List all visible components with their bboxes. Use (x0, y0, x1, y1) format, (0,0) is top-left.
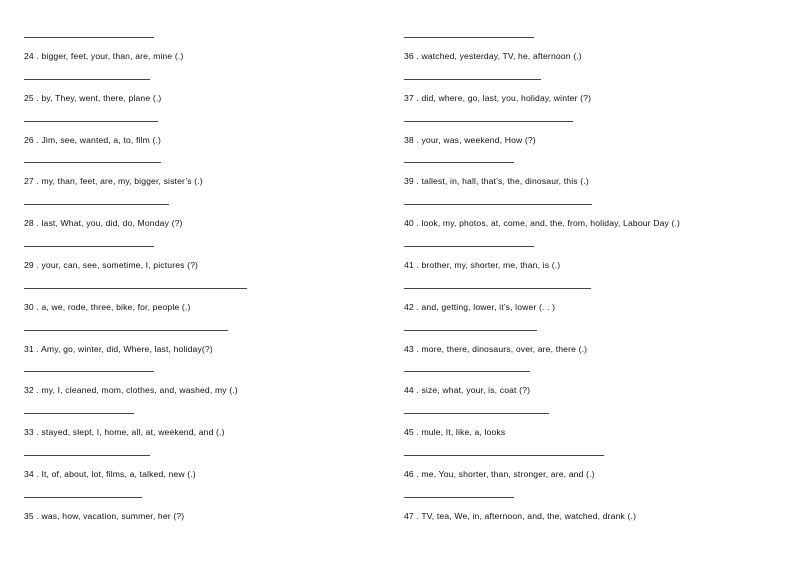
answer-line (24, 79, 150, 80)
answer-line (404, 371, 530, 372)
question-text: 34 . It, of, about, lot, films, a, talked, new (.) (24, 468, 196, 479)
right-column (404, 0, 774, 521)
answer-line (404, 413, 549, 414)
left-column (24, 0, 394, 521)
answer-line (24, 121, 158, 122)
answer-line (404, 121, 573, 122)
question-item (404, 293, 774, 354)
question-item (24, 460, 394, 521)
answer-line (24, 37, 154, 38)
question-text: 41 . brother, my, shorter, me, than, is (.) (404, 259, 561, 270)
question-item (24, 418, 394, 479)
question-item (404, 460, 774, 521)
question-item (24, 0, 394, 61)
answer-line (24, 455, 150, 456)
answer-line (24, 288, 247, 289)
answer-line (24, 497, 142, 498)
answer-line (24, 162, 161, 163)
question-text: 44 . size, what, your, is, coat (?) (404, 385, 531, 396)
question-text: 42 . and, getting, lower, it’s, lower (. . ) (404, 301, 556, 312)
question-item (404, 0, 774, 61)
question-text: 29 . your, can, see, sometime, I, pictures (?) (24, 259, 199, 270)
answer-line (404, 330, 537, 331)
answer-line (404, 288, 591, 289)
question-text: 30 . a, we, rode, three, bike, for, people (.) (24, 301, 191, 312)
question-item (404, 125, 774, 187)
question-text: 46 . me, You, shorter, than, stronger, are, and (.) (404, 468, 595, 479)
question-item (404, 251, 774, 312)
question-text: 28 . last, What, you, did, do, Monday (?) (24, 218, 183, 229)
question-item (24, 125, 394, 187)
question-text: 39 . tallest, in, hall, that’s, the, dinosaur, this (.) (404, 176, 589, 187)
question-item (24, 334, 394, 396)
question-item (404, 42, 774, 103)
question-text: 25 . by, They, went, there, plane (.) (24, 92, 162, 103)
question-item (404, 167, 774, 229)
question-item (404, 84, 774, 145)
answer-line (404, 162, 514, 163)
question-item (24, 293, 394, 354)
question-text: 24 . bigger, feet, your, than, are, mine (.) (24, 51, 184, 61)
answer-line (24, 413, 134, 414)
question-text: 37 . did, where, go, last, you, holiday, winter (?) (404, 92, 592, 103)
question-text: 47 . TV, tea, We, in, afternoon, and, the, watched, drank (.) (404, 510, 637, 521)
question-text: 38 . your, was, weekend, How (?) (404, 134, 536, 145)
question-text: 43 . more, there, dinosaurs, over, are, there (.) (404, 343, 588, 354)
question-item (404, 376, 774, 438)
question-item (404, 418, 774, 479)
question-text: 33 . stayed, slept, I, home, all, at, weekend, and (.) (24, 427, 225, 438)
answer-line (404, 204, 592, 205)
answer-line (404, 246, 534, 247)
question-text: 36 . watched, yesterday, TV, he, afternoon (.) (404, 51, 582, 61)
question-text: 26 . Jim, see, wanted, a, to, film (.) (24, 134, 162, 145)
answer-line (24, 330, 228, 331)
question-text: 45 . mule, It, like, a, looks (404, 427, 506, 438)
question-text: 32 . my, I, cleaned, mom, clothes, and, washed, my (.) (24, 385, 238, 396)
question-item (24, 84, 394, 145)
answer-line (24, 371, 154, 372)
question-text: 40 . look, my, photos, at, come, and, the, from, holiday, Labour Day (.) (404, 218, 681, 229)
question-item (24, 42, 394, 103)
question-item (24, 376, 394, 438)
question-item (24, 209, 394, 270)
question-item (404, 209, 774, 270)
answer-line (404, 37, 534, 38)
question-item (404, 334, 774, 396)
question-text: 35 . was, how, vacation, summer, her (?) (24, 510, 185, 521)
answer-line (404, 497, 514, 498)
question-item (24, 251, 394, 312)
answer-line (24, 204, 169, 205)
question-item (24, 167, 394, 229)
question-text: 27 . my, than, feet, are, my, bigger, sister’s (.) (24, 176, 203, 187)
answer-line (404, 455, 604, 456)
question-text: 31 . Amy, go, winter, did, Where, last, holiday(?) (24, 343, 213, 354)
answer-line (24, 246, 154, 247)
answer-line (404, 79, 541, 80)
